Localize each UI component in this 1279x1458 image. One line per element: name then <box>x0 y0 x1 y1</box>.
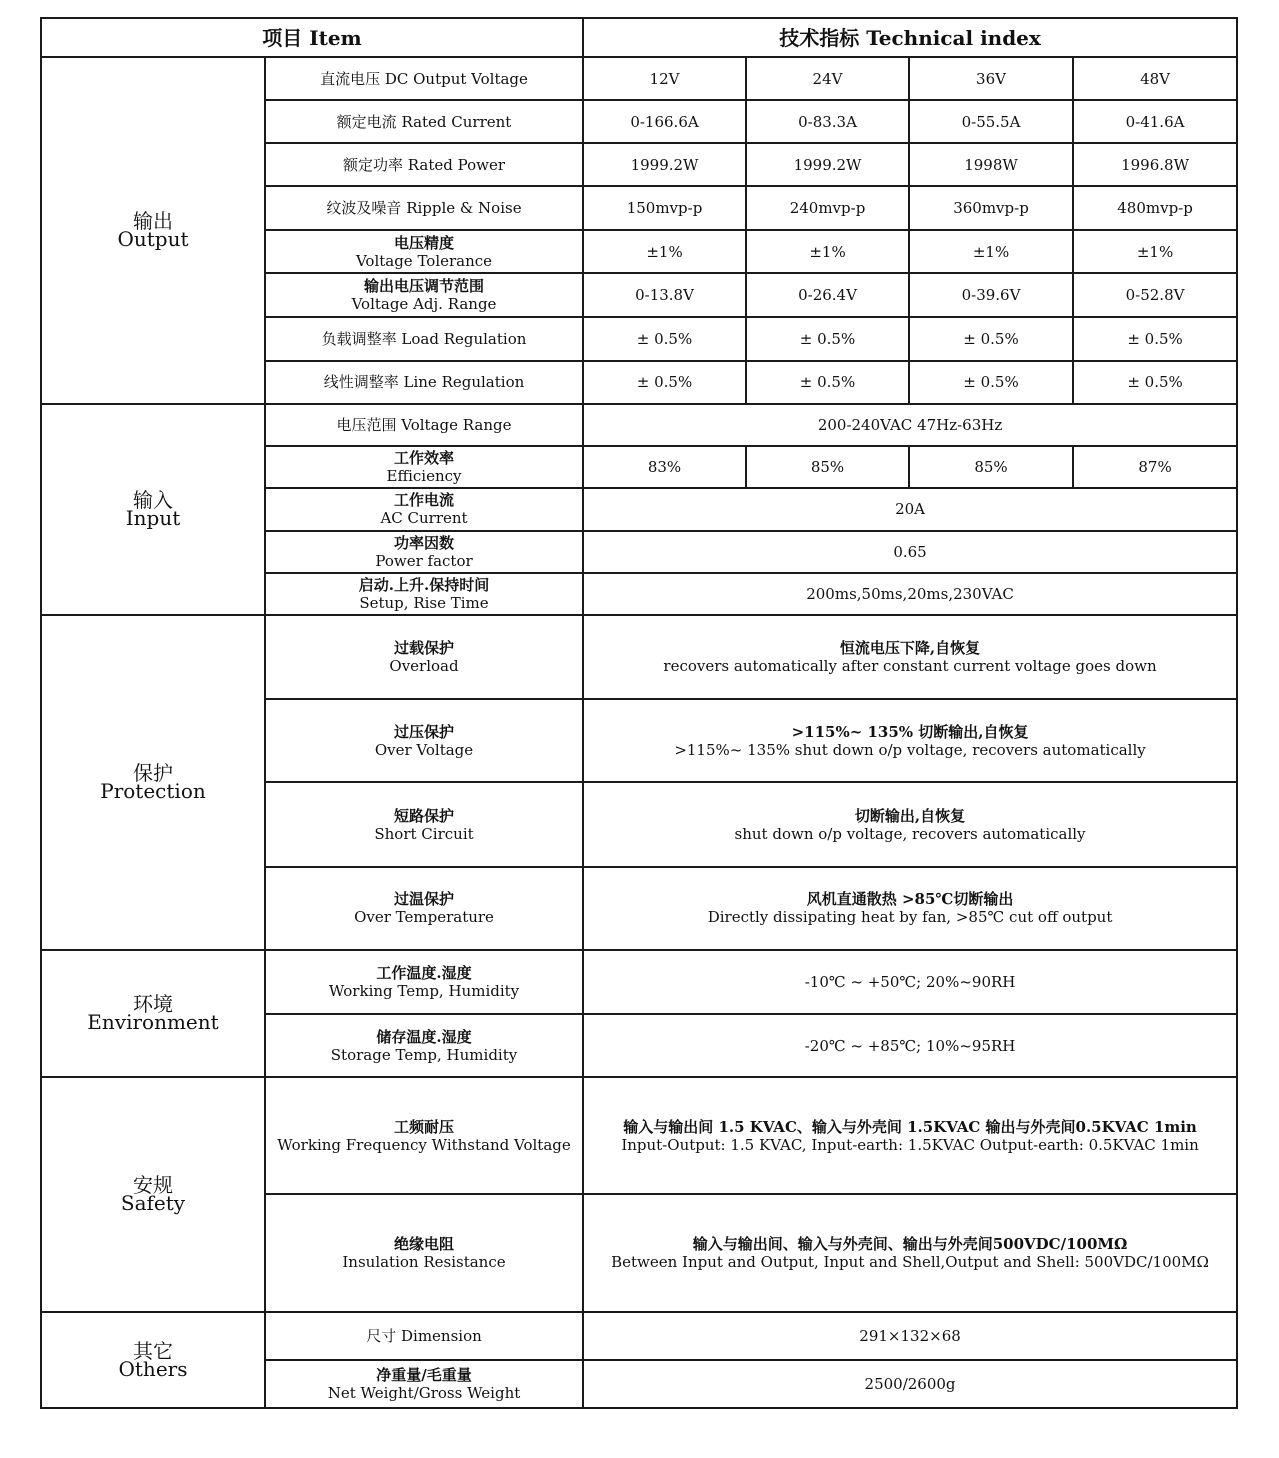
table-row: 线性调整率 Line Regulation ± 0.5% ± 0.5% ± 0.5% ± 0.5% <box>41 361 1237 404</box>
spec-table <box>40 17 1238 1409</box>
label-rated-current: 额定电流 Rated Current <box>265 100 583 143</box>
label-ripple-noise: 纹波及噪音 Ripple & Noise <box>265 186 583 230</box>
table-row: 净重量/毛重量 Net Weight/Gross Weight 2500/2600g <box>41 1360 1237 1408</box>
table-row: 输出电压调节范围 Voltage Adj. Range 0-13.8V 0-26.4V 0-39.6V 0-52.8V <box>41 273 1237 316</box>
label-weight: 净重量/毛重量 Net Weight/Gross Weight <box>265 1360 583 1408</box>
label-working-temp: 工作温度.湿度 Working Temp, Humidity <box>265 950 583 1014</box>
category-environment: 环境 Environment <box>41 950 265 1077</box>
label-line-regulation: 线性调整率 Line Regulation <box>265 361 583 404</box>
table-row: 工作效率 Efficiency 83% 85% 85% 87% <box>41 446 1237 488</box>
table-row: 输出 Output 直流电压 DC Output Voltage 12V 24V 36V 48V <box>41 57 1237 100</box>
label-short-circuit: 短路保护 Short Circuit <box>265 782 583 866</box>
table-row: 电压精度 Voltage Tolerance ±1% ±1% ±1% ±1% <box>41 230 1237 273</box>
table-row: 环境 Environment 工作温度.湿度 Working Temp, Humidity -10℃ ~ +50℃; 20%~90RH <box>41 950 1237 1014</box>
table-row: 输入 Input 电压范围 Voltage Range 200-240VAC 47Hz-63Hz <box>41 404 1237 446</box>
table-row: 启动.上升.保持时间 Setup, Rise Time 200ms,50ms,20ms,230VAC <box>41 573 1237 615</box>
label-load-regulation: 负载调整率 Load Regulation <box>265 317 583 361</box>
label-dimension: 尺寸 Dimension <box>265 1312 583 1360</box>
header-technical-index: 技术指标 Technical index <box>583 18 1237 57</box>
category-output: 输出 Output <box>41 57 265 404</box>
table-row <box>41 1077 1237 1194</box>
label-power-factor: 功率因数 Power factor <box>265 531 583 573</box>
table-row: 纹波及噪音 Ripple & Noise 150mvp-p 240mvp-p 360mvp-p 480mvp-p <box>41 186 1237 230</box>
value-withstand-voltage: 输入与输出间 1.5 KVAC、输入与外壳间 1.5KVAC 输出与外壳间0.5KVAC 1min Input-Output: 1.5 KVAC, Input-earth: 1.5KVAC Output-earth: 0.5KVAC 1min <box>583 1077 1237 1194</box>
table-row: 功率因数 Power factor 0.65 <box>41 531 1237 573</box>
table-row: 工作电流 AC Current 20A <box>41 488 1237 531</box>
label-insulation-resistance: 绝缘电阻 Insulation Resistance <box>265 1194 583 1311</box>
label-voltage-adj-range: 输出电压调节范围 Voltage Adj. Range <box>265 273 583 316</box>
label-overload: 过载保护 Overload <box>265 615 583 699</box>
label-efficiency: 工作效率 Efficiency <box>265 446 583 488</box>
label-dc-output-voltage: 直流电压 DC Output Voltage <box>265 57 583 100</box>
header-item: 项目 Item <box>41 18 583 57</box>
value-over-temperature: 风机直通散热 >85℃切断输出 Directly dissipating heat by fan, >85℃ cut off output <box>583 867 1237 950</box>
table-row <box>41 615 1237 699</box>
label-withstand-voltage: 工频耐压 Working Frequency Withstand Voltage <box>265 1077 583 1194</box>
table-row: 额定功率 Rated Power 1999.2W 1999.2W 1998W 1996.8W <box>41 143 1237 186</box>
value-overload: 恒流电压下降,自恢复 recovers automatically after constant current voltage goes down <box>583 615 1237 699</box>
label-over-temperature: 过温保护 Over Temperature <box>265 867 583 950</box>
table-row: 其它 Others 尺寸 Dimension 291×132×68 <box>41 1312 1237 1360</box>
category-protection: 保护 Protection <box>41 615 265 950</box>
header-row <box>41 18 1237 57</box>
category-others: 其它 Others <box>41 1312 265 1408</box>
category-safety: 安规 Safety <box>41 1077 265 1312</box>
value-short-circuit: 切断输出,自恢复 shut down o/p voltage, recovers automatically <box>583 782 1237 866</box>
label-over-voltage: 过压保护 Over Voltage <box>265 699 583 782</box>
category-input: 输入 Input <box>41 404 265 615</box>
table-row: 负载调整率 Load Regulation ± 0.5% ± 0.5% ± 0.5% ± 0.5% <box>41 317 1237 361</box>
label-ac-current: 工作电流 AC Current <box>265 488 583 531</box>
value-insulation-resistance: 输入与输出间、输入与外壳间、输出与外壳间500VDC/100MΩ Between Input and Output, Input and Shell,Output and Shell: 500VDC/100MΩ <box>583 1194 1237 1311</box>
label-rated-power: 额定功率 Rated Power <box>265 143 583 186</box>
label-setup-rise-time: 启动.上升.保持时间 Setup, Rise Time <box>265 573 583 615</box>
value-over-voltage: >115%~ 135% 切断输出,自恢复 >115%~ 135% shut down o/p voltage, recovers automatically <box>583 699 1237 782</box>
label-storage-temp: 储存温度.湿度 Storage Temp, Humidity <box>265 1014 583 1077</box>
table-row: 储存温度.湿度 Storage Temp, Humidity -20℃ ~ +85℃; 10%~95RH <box>41 1014 1237 1077</box>
label-voltage-tolerance: 电压精度 Voltage Tolerance <box>265 230 583 273</box>
table-row: 额定电流 Rated Current 0-166.6A 0-83.3A 0-55.5A 0-41.6A <box>41 100 1237 143</box>
label-voltage-range: 电压范围 Voltage Range <box>265 404 583 446</box>
